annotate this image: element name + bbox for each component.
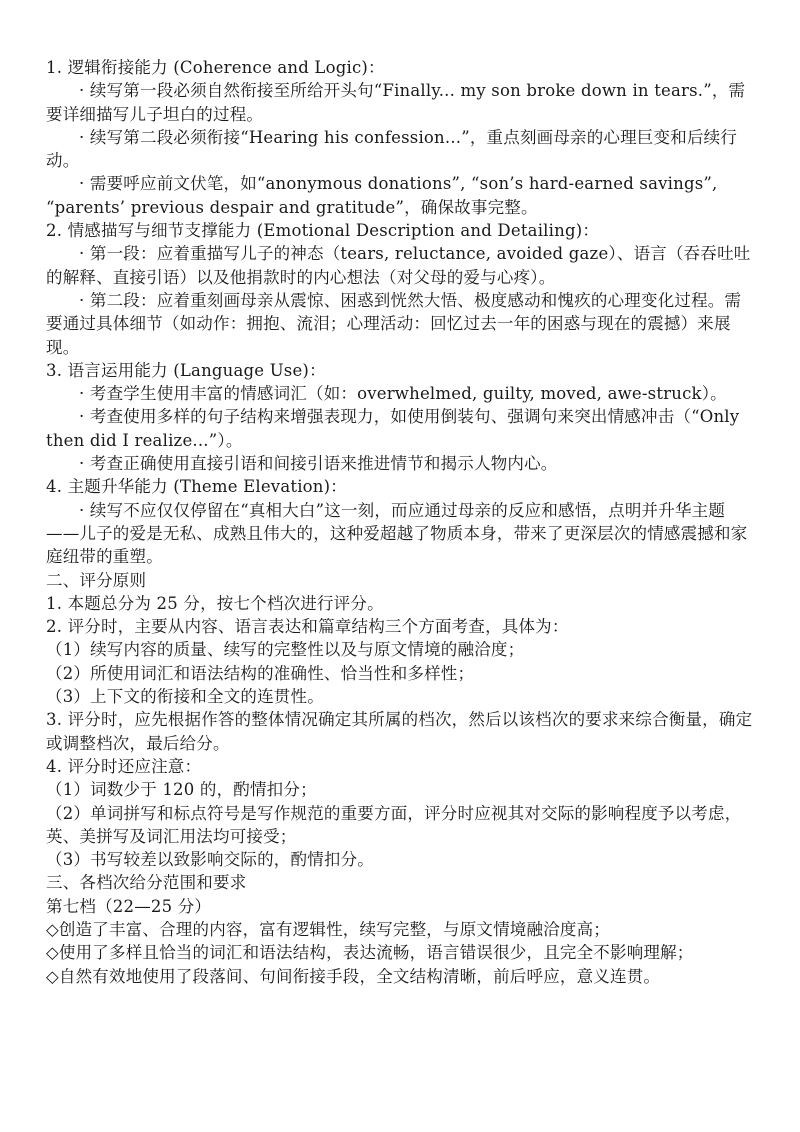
- note-word-count: （1）词数少于 120 的，酌情扣分；: [46, 780, 317, 800]
- section-heading-coherence: 1. 逻辑衔接能力 (Coherence and Logic)：: [46, 58, 385, 77]
- rule-grading-procedure: 3. 评分时，应先根据作答的整体情况确定其所属的档次，然后以该档次的要求来综合衡量，确定或调整档次，最后给分。: [46, 710, 753, 753]
- bullet-sentence-structure: · 考查使用多样的句子结构来增强表现力，如使用倒装句、强调句来突出情感冲击（“Only then did I realize...”）。: [46, 407, 740, 450]
- part-heading-score-bands: 三、各档次给分范围和要求: [46, 873, 247, 893]
- band-seven-language: ◇使用了多样且恰当的词汇和语法结构，表达流畅，语言错误很少，且完全不影响理解；: [46, 943, 694, 963]
- note-handwriting: （3）书写较差以致影响交际的，酌情扣分。: [46, 850, 374, 870]
- section-heading-language: 3. 语言运用能力 (Language Use)：: [46, 360, 326, 380]
- rule-notes: 4. 评分时还应注意：: [46, 756, 202, 776]
- section-heading-theme: 4. 主题升华能力 (Theme Elevation)：: [46, 477, 347, 497]
- aspect-language: （2）所使用词汇和语法结构的准确性、恰当性和多样性；: [46, 663, 475, 683]
- bullet-first-paragraph: · 续写第一段必须自然衔接至所给开头句“Finally... my son broke down in tears.”，需要详细描写儿子坦白的过程。: [46, 81, 746, 124]
- rule-total-score: 1. 本题总分为 25 分，按七个档次进行评分。: [46, 593, 384, 613]
- band-seven-heading: 第七档（22—25 分）: [46, 896, 212, 916]
- note-spelling: （2）单词拼写和标点符号是写作规范的重要方面，评分时应视其对交际的影响程度予以考虑，英、美拼写及词汇用法均可接受；: [46, 803, 742, 846]
- aspect-content: （1）续写内容的质量、续写的完整性以及与原文情境的融洽度；: [46, 640, 525, 660]
- rule-assessment-aspects: 2. 评分时，主要从内容、语言表达和篇章结构三个方面考查，具体为：: [46, 617, 569, 637]
- bullet-foreshadowing: · 需要呼应前文伏笔，如“anonymous donations”, “son’s hard-earned savings”, “parents’ previous despair and gratitude”，确保故事完整。: [46, 174, 718, 217]
- bullet-vocabulary: · 考查学生使用丰富的情感词汇（如：overwhelmed, guilty, moved, awe-struck）。: [79, 384, 727, 404]
- bullet-speech: · 考查正确使用直接引语和间接引语来推进情节和揭示人物内心。: [79, 454, 558, 474]
- band-seven-content: ◇创造了丰富、合理的内容，富有逻辑性，续写完整，与原文情境融洽度高；: [46, 919, 610, 939]
- bullet-mother-description: · 第二段：应着重刻画母亲从震惊、困惑到恍然大悟、极度感动和愧疚的心理变化过程。需要通过具体细节（如动作：拥抱、流泪；心理活动：回忆过去一年的困惑与现在的震撼）来展现。: [46, 290, 742, 357]
- document-page: [46, 56, 756, 988]
- section-heading-emotional: 2. 情感描写与细节支撑能力 (Emotional Description and Detailing)：: [46, 221, 600, 241]
- bullet-theme: · 续写不应仅仅停留在“真相大白”这一刻，而应通过母亲的反应和感悟，点明并升华主题——儿子的爱是无私、成熟且伟大的，这种爱超越了物质本身，带来了更深层次的情感震撼和家庭纽带的重塑。: [46, 500, 748, 567]
- bullet-second-paragraph: · 续写第二段必须衔接“Hearing his confession...”，重点刻画母亲的心理巨变和后续行动。: [46, 127, 738, 171]
- band-seven-structure: ◇自然有效地使用了段落间、句间衔接手段，全文结构清晰，前后呼应，意义连贯。: [46, 966, 661, 986]
- part-heading-scoring-principles: 二、评分原则: [46, 570, 147, 590]
- bullet-son-description: · 第一段：应着重描写儿子的神态（tears, reluctance, avoided gaze）、语言（吞吞吐吐的解释、直接引语）以及他捐款时的内心想法（对父母的爱与心疼）。: [46, 244, 751, 287]
- aspect-coherence: （3）上下文的衔接和全文的连贯性。: [46, 687, 324, 707]
